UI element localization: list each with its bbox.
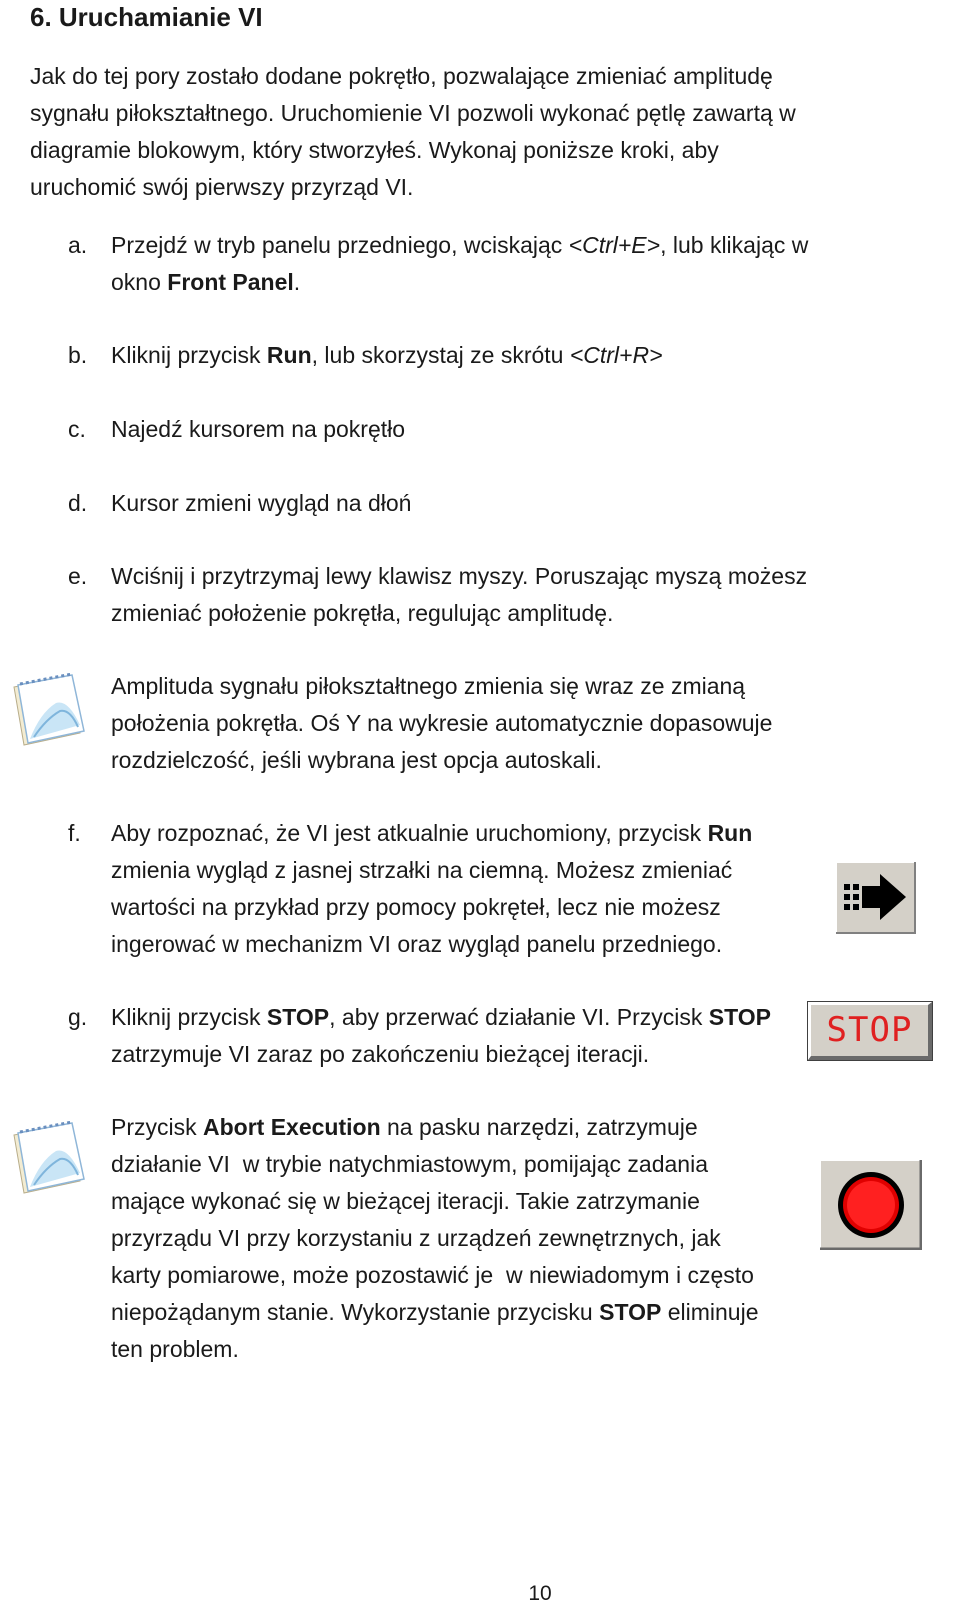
step-text bbox=[111, 999, 831, 1073]
note-line: działanie VI w trybie natychmiastowym, pomijając zadania bbox=[111, 1151, 708, 1177]
note-abort-execution bbox=[111, 1109, 831, 1368]
text-run: Kliknij przycisk bbox=[111, 342, 267, 368]
run-arrow-icon bbox=[836, 862, 916, 939]
step-marker: c. bbox=[68, 416, 86, 442]
text-run: Kliknij przycisk bbox=[111, 1004, 267, 1030]
step-marker: e. bbox=[68, 563, 88, 589]
text-run: , aby przerwać działanie VI. Przycisk bbox=[329, 1004, 709, 1030]
step-line: ingerować w mechanizm VI oraz wygląd panelu przedniego. bbox=[111, 931, 723, 957]
step-line: Wciśnij i przytrzymaj lewy klawisz myszy. Poruszając myszą możesz bbox=[111, 563, 808, 589]
step-line: zmienia wygląd z jasnej strzałki na ciemną. Możesz zmieniać bbox=[111, 857, 733, 883]
step-marker: g. bbox=[68, 1004, 88, 1030]
note-line bbox=[111, 1109, 831, 1146]
text-run: , lub klikając w bbox=[660, 232, 809, 258]
note-line: ten problem. bbox=[111, 1336, 239, 1362]
intro-line: sygnału piłokształtnego. Uruchomienie VI pozwoli wykonać pętlę zawartą w bbox=[30, 100, 796, 126]
text-run: na pasku narzędzi, zatrzymuje bbox=[380, 1114, 698, 1140]
step-line bbox=[111, 815, 831, 852]
step-line: wartości na przykład przy pomocy pokręteł, lecz nie możesz bbox=[111, 894, 721, 920]
text-run: . bbox=[293, 269, 301, 295]
text-run: , lub skorzystaj ze skrótu bbox=[311, 342, 570, 368]
bold-text: Run bbox=[266, 342, 312, 368]
intro-line: uruchomić swój pierwszy przyrząd VI. bbox=[30, 174, 414, 200]
section-heading: 6. Uruchamianie VI bbox=[30, 2, 263, 32]
note-line: Amplituda sygnału piłokształtnego zmienia się wraz ze zmianą bbox=[111, 673, 746, 699]
step-text bbox=[111, 815, 831, 963]
notepad-icon bbox=[10, 1121, 90, 1202]
text-run: Przejdź w tryb panelu przedniego, wciskając bbox=[111, 232, 569, 258]
bold-text: Abort Execution bbox=[203, 1114, 381, 1140]
note-line bbox=[111, 1294, 831, 1331]
bold-text: STOP bbox=[266, 1004, 330, 1030]
step-line bbox=[111, 264, 831, 301]
bold-text: Run bbox=[707, 820, 753, 846]
text-run: niepożądanym stanie. Wykorzystanie przycisku bbox=[111, 1299, 600, 1325]
intro-line: diagramie blokowym, który stworzyłeś. Wykonaj poniższe kroki, aby bbox=[30, 137, 719, 163]
step-marker: f. bbox=[68, 820, 81, 846]
note-autoscale bbox=[111, 668, 831, 779]
note-line: przyrządu VI przy korzystaniu z urządzeń zewnętrznych, jak bbox=[111, 1225, 721, 1251]
text-run: okno bbox=[111, 269, 168, 295]
text-run: Aby rozpoznać, że VI jest atkualnie uruchomiony, przycisk bbox=[111, 820, 708, 846]
bold-text: STOP bbox=[599, 1299, 662, 1325]
stop-button-label: STOP bbox=[826, 1010, 913, 1050]
page-number: 10 bbox=[528, 1582, 552, 1605]
text-run: Przycisk bbox=[111, 1114, 203, 1140]
text-run: eliminuje bbox=[661, 1299, 759, 1325]
step-line bbox=[111, 999, 831, 1036]
step-marker: d. bbox=[68, 490, 88, 516]
abort-execution-icon bbox=[820, 1160, 922, 1255]
intro-line: Jak do tej pory zostało dodane pokrętło, pozwalające zmieniać amplitudę bbox=[30, 63, 773, 89]
step-line: zmieniać położenie pokrętła, regulując amplitudę. bbox=[111, 600, 614, 626]
step-line: zatrzymuje VI zaraz po zakończeniu bieżącej iteracji. bbox=[111, 1041, 650, 1067]
shortcut-text: <Ctrl+E> bbox=[568, 232, 661, 258]
step-text bbox=[111, 558, 831, 632]
shortcut-text: <Ctrl+R> bbox=[569, 342, 663, 368]
step-marker: b. bbox=[68, 342, 88, 368]
step-text bbox=[111, 411, 831, 448]
step-text bbox=[111, 227, 831, 301]
note-line: rozdzielczość, jeśli wybrana jest opcja autoskali. bbox=[111, 747, 602, 773]
intro-paragraph bbox=[30, 58, 910, 206]
note-line: mające wykonać się w bieżącej iteracji. Takie zatrzymanie bbox=[111, 1188, 700, 1214]
step-text bbox=[111, 337, 831, 374]
stop-button-icon bbox=[808, 1002, 932, 1060]
bold-text: STOP bbox=[708, 1004, 771, 1030]
step-text bbox=[111, 485, 831, 522]
notepad-icon bbox=[10, 673, 90, 754]
step-line: Kursor zmieni wygląd na dłoń bbox=[111, 490, 412, 516]
note-line: karty pomiarowe, może pozostawić je w niewiadomym i często bbox=[111, 1262, 754, 1288]
step-marker: a. bbox=[68, 232, 88, 258]
bold-text: Front Panel bbox=[167, 269, 294, 295]
step-line bbox=[111, 337, 831, 374]
step-line bbox=[111, 227, 831, 264]
step-line: Najedź kursorem na pokrętło bbox=[111, 416, 406, 442]
note-line: położenia pokrętła. Oś Y na wykresie automatycznie dopasowuje bbox=[111, 710, 773, 736]
